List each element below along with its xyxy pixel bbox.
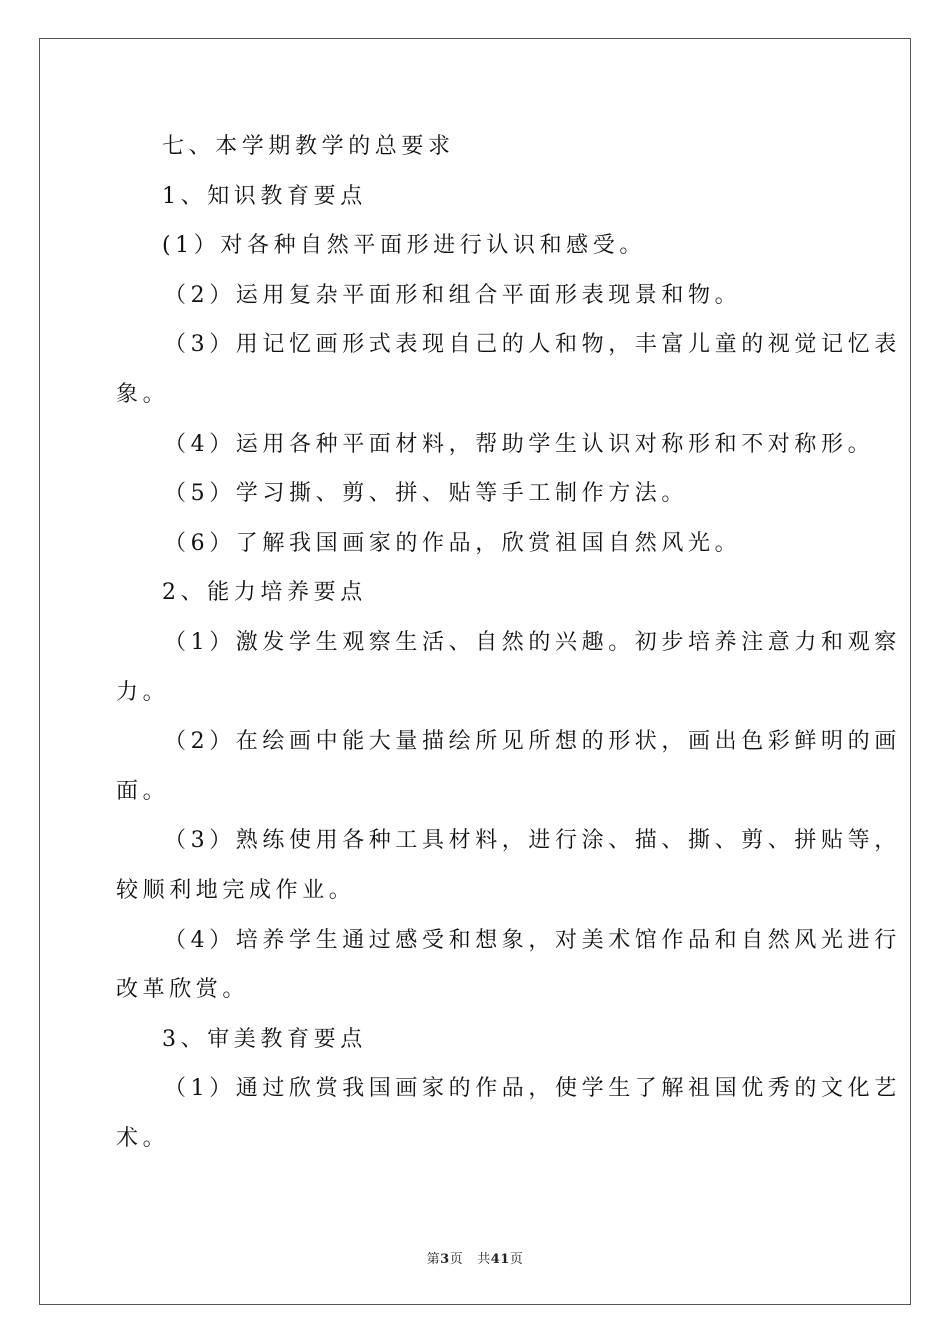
paragraph-continuation: 术。 (116, 1125, 170, 1151)
paragraph-line: (1）对各种自然平面形进行认识和感受。 (162, 233, 646, 259)
page-label-suffix: 页 (449, 1252, 464, 1267)
paragraph-line: （5）学习撕、剪、拼、贴等手工制作方法。 (164, 481, 688, 507)
subsection-heading: 3、审美教育要点 (162, 1026, 367, 1052)
paragraph-line: （2）运用复杂平面形和组合平面形表现景和物。 (164, 282, 742, 308)
paragraph-continuation: 改革欣赏。 (116, 977, 250, 1003)
paragraph-line: （1）激发学生观察生活、自然的兴趣。初步培养注意力和观察 (164, 629, 901, 655)
document-body (116, 131, 901, 1172)
section-heading: 七、本学期教学的总要求 (162, 134, 455, 159)
paragraph-continuation: 面。 (116, 778, 170, 804)
paragraph-line: （6）了解我国画家的作品，欣赏祖国自然风光。 (164, 530, 742, 556)
page-footer (0, 1248, 950, 1267)
paragraph-continuation: 力。 (116, 679, 170, 705)
page-label-prefix: 第 (426, 1252, 441, 1267)
paragraph-line: （3）熟练使用各种工具材料，进行涂、描、撕、剪、拼贴等， (164, 828, 901, 854)
paragraph-line: （2）在绘画中能大量描绘所见所想的形状，画出色彩鲜明的画 (164, 729, 901, 755)
subsection-heading: 2、能力培养要点 (162, 580, 367, 606)
paragraph-continuation: 较顺利地完成作业。 (116, 877, 356, 903)
paragraph-continuation: 象。 (116, 381, 170, 407)
paragraph-line: （4）运用各种平面材料，帮助学生认识对称形和不对称形。 (164, 431, 875, 457)
total-label-prefix: 共 (477, 1252, 491, 1267)
subsection-heading: 1、知识教育要点 (162, 183, 367, 209)
total-pages: 41 (490, 1252, 510, 1267)
paragraph-line: （3）用记忆画形式表现自己的人和物，丰富儿童的视觉记忆表 (164, 332, 901, 358)
paragraph-line: （4）培养学生通过感受和想象，对美术馆作品和自然风光进行 (164, 927, 901, 953)
page-number: 3 (440, 1252, 450, 1267)
total-label-suffix: 页 (509, 1252, 524, 1267)
paragraph-line: （1）通过欣赏我国画家的作品，使学生了解祖国优秀的文化艺 (164, 1076, 901, 1102)
